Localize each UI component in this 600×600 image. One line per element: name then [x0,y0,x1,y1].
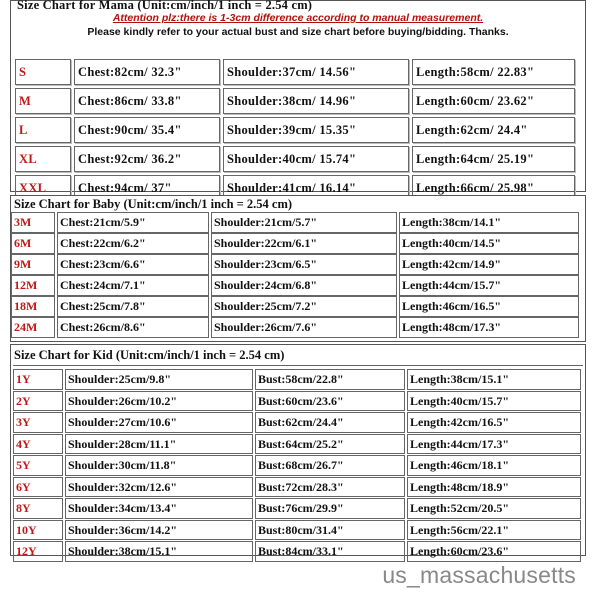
length-cell: Length:42cm/14.9" [399,254,579,275]
length-cell: Length:48cm/17.3" [399,317,579,338]
length-cell: Length:56cm/22.1" [407,520,581,541]
table-row [15,88,581,114]
shoulder-cell: Shoulder:24cm/6.8" [211,275,397,296]
table-row [13,541,583,563]
chest-cell: Chest:24cm/7.1" [57,275,209,296]
chest-cell: Chest:22cm/6.2" [57,233,209,254]
table-row [15,59,581,85]
size-label: 6Y [13,477,63,498]
kid-chart-title: Size Chart for Kid (Unit:cm/inch/1 inch = 2.54 cm) [14,348,285,362]
table-row [13,369,583,391]
seller-watermark: us_massachusetts [382,562,576,588]
size-label: L [15,117,71,143]
size-label: 3Y [13,412,63,433]
attention-notice: Attention plz:there is 1-3cm difference according to manual measurement. [112,12,484,24]
bust-cell: Bust:72cm/28.3" [255,477,405,498]
size-label: 5Y [13,455,63,476]
length-cell: Length:60cm/ 23.62" [412,88,575,114]
length-cell: Length:38cm/14.1" [399,212,579,233]
length-cell: Length:52cm/20.5" [407,498,581,519]
size-label: 10Y [13,520,63,541]
length-cell: Length:44cm/15.7" [399,275,579,296]
kid-table [13,369,583,563]
shoulder-cell: Shoulder:37cm/ 14.56" [223,59,409,85]
chest-cell: Chest:94cm/ 37" [74,175,220,201]
length-cell: Length:58cm/ 22.83" [412,59,575,85]
bust-cell: Bust:68cm/26.7" [255,455,405,476]
table-row [11,275,585,296]
size-label: 18M [11,296,55,317]
length-cell: Length:40cm/15.7" [407,391,581,412]
size-label: S [15,59,71,85]
shoulder-cell: Shoulder:32cm/12.6" [65,477,253,498]
table-row [11,317,585,338]
mama-chart-title: Size Chart for Mama (Unit:cm/inch/1 inch = 2.54 cm) [17,0,313,12]
chest-cell: Chest:86cm/ 33.8" [74,88,220,114]
shoulder-cell: Shoulder:26cm/7.6" [211,317,397,338]
length-cell: Length:62cm/ 24.4" [412,117,575,143]
size-label: 9M [11,254,55,275]
bust-cell: Bust:76cm/29.9" [255,498,405,519]
baby-chart-title: Size Chart for Baby (Unit:cm/inch/1 inch = 2.54 cm) [14,197,293,211]
shoulder-cell: Shoulder:39cm/ 15.35" [223,117,409,143]
chest-cell: Chest:90cm/ 35.4" [74,117,220,143]
table-row [11,254,585,275]
baby-table [11,212,585,338]
shoulder-cell: Shoulder:26cm/10.2" [65,391,253,412]
bust-cell: Bust:58cm/22.8" [255,369,405,390]
length-cell: Length:46cm/18.1" [407,455,581,476]
refer-notice: Please kindly refer to your actual bust and size chart before buying/bidding. Thanks. [87,26,509,38]
bust-cell: Bust:64cm/25.2" [255,434,405,455]
size-label: 8Y [13,498,63,519]
shoulder-cell: Shoulder:27cm/10.6" [65,412,253,433]
bust-cell: Bust:80cm/31.4" [255,520,405,541]
shoulder-cell: Shoulder:23cm/6.5" [211,254,397,275]
size-label: 12Y [13,541,63,562]
shoulder-cell: Shoulder:25cm/9.8" [65,369,253,390]
size-label: M [15,88,71,114]
table-row [13,498,583,520]
shoulder-cell: Shoulder:34cm/13.4" [65,498,253,519]
table-row [13,455,583,477]
length-cell: Length:64cm/ 25.19" [412,146,575,172]
shoulder-cell: Shoulder:38cm/ 14.96" [223,88,409,114]
chest-cell: Chest:92cm/ 36.2" [74,146,220,172]
bust-cell: Bust:60cm/23.6" [255,391,405,412]
title-divider [13,365,583,366]
size-label: XXL [15,175,71,201]
length-cell: Length:66cm/ 25.98" [412,175,575,201]
length-cell: Length:44cm/17.3" [407,434,581,455]
chest-cell: Chest:25cm/7.8" [57,296,209,317]
shoulder-cell: Shoulder:38cm/15.1" [65,541,253,562]
bust-cell: Bust:84cm/33.1" [255,541,405,562]
size-label: XL [15,146,71,172]
table-row [11,212,585,233]
bust-cell: Bust:62cm/24.4" [255,412,405,433]
chest-cell: Chest:82cm/ 32.3" [74,59,220,85]
shoulder-cell: Shoulder:21cm/5.7" [211,212,397,233]
size-label: 6M [11,233,55,254]
table-row [15,117,581,143]
chest-cell: Chest:23cm/6.6" [57,254,209,275]
length-cell: Length:40cm/14.5" [399,233,579,254]
size-label: 24M [11,317,55,338]
mama-table [15,59,581,204]
shoulder-cell: Shoulder:40cm/ 15.74" [223,146,409,172]
size-label: 3M [11,212,55,233]
table-row [15,146,581,172]
length-cell: Length:38cm/15.1" [407,369,581,390]
kid-size-chart [10,344,586,556]
baby-size-chart [10,195,586,342]
shoulder-cell: Shoulder:36cm/14.2" [65,520,253,541]
table-row [13,520,583,542]
mama-size-chart [10,0,586,195]
table-row [13,412,583,434]
shoulder-cell: Shoulder:41cm/ 16.14" [223,175,409,201]
size-label: 1Y [13,369,63,390]
size-label: 12M [11,275,55,296]
length-cell: Length:60cm/23.6" [407,541,581,562]
table-row [11,233,585,254]
length-cell: Length:42cm/16.5" [407,412,581,433]
size-label: 4Y [13,434,63,455]
shoulder-cell: Shoulder:30cm/11.8" [65,455,253,476]
table-row [13,477,583,499]
table-row [13,434,583,456]
table-row [13,391,583,413]
shoulder-cell: Shoulder:25cm/7.2" [211,296,397,317]
chest-cell: Chest:26cm/8.6" [57,317,209,338]
chest-cell: Chest:21cm/5.9" [57,212,209,233]
length-cell: Length:48cm/18.9" [407,477,581,498]
length-cell: Length:46cm/16.5" [399,296,579,317]
shoulder-cell: Shoulder:22cm/6.1" [211,233,397,254]
size-label: 2Y [13,391,63,412]
shoulder-cell: Shoulder:28cm/11.1" [65,434,253,455]
table-row [11,296,585,317]
